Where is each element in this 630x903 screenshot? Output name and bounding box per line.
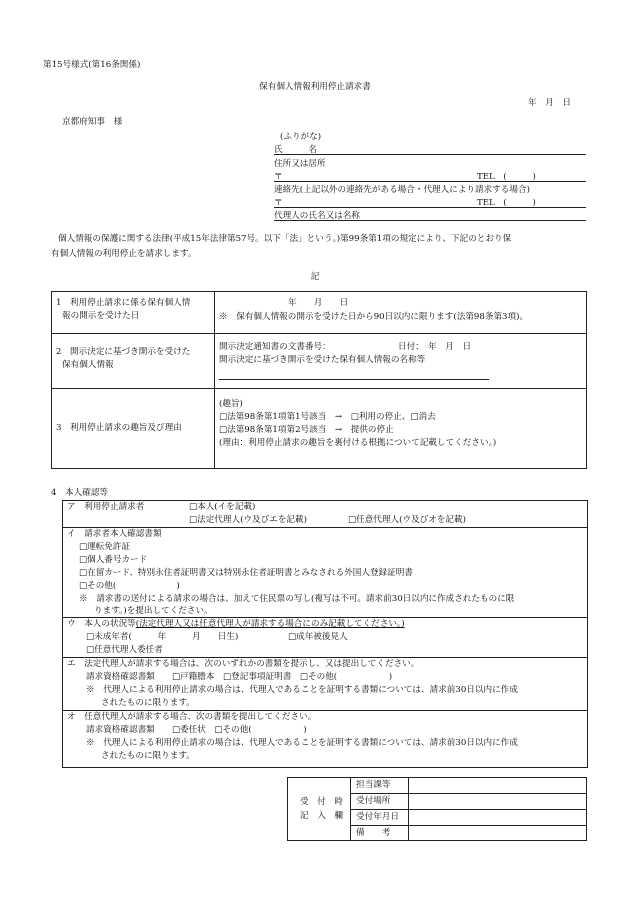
row3-reason: (理由：利用停止請求の趣旨を裏付ける根拠について記載してください。) xyxy=(219,438,497,448)
a-option-voluntary: □任意代理人(ウ及びオを記載) xyxy=(348,515,466,525)
row2-name-line: 開示決定に基づき開示を受けた保有個人情報の名称等 xyxy=(219,355,426,365)
reception-row-dept: 担当課等 xyxy=(356,780,391,790)
row1-note: ※ 保有個人情報の開示を受けた日から90日以内に限ります(法第98条第3項)。 xyxy=(219,312,529,322)
row2-label-2: 保有個人情報 xyxy=(62,360,114,370)
ki-mark: 記 xyxy=(310,272,320,282)
row3-option-2: □法第98条第1項第2号該当 → 提供の停止 xyxy=(219,425,394,435)
i-note-2: ります。)を提出してください。 xyxy=(94,606,213,616)
i-doc-other: □その他( ) xyxy=(79,581,180,591)
row2-doc-number: 開示決定通知書の文書番号： xyxy=(219,342,331,352)
a-option-legal: □法定代理人(ウ及びエを記載) xyxy=(189,515,307,525)
a-label: ア 利用停止請求者 xyxy=(67,502,145,512)
o-note-2: されたものに限ります。 xyxy=(101,751,195,761)
u-label: ウ 本人の状況等(法定代理人又は任意代理人が請求する場合にのみ記載してください。) xyxy=(67,619,405,629)
row2-blank-line xyxy=(219,379,489,380)
address-line xyxy=(274,181,586,182)
tel-1: TEL ( ) xyxy=(477,172,536,182)
addressee: 京都府知事 様 xyxy=(62,117,123,127)
address-label: 住所又は居所 xyxy=(274,159,326,169)
agent-label: 代理人の氏名又は名称 xyxy=(274,211,360,221)
identity-heading: 4 本人確認等 xyxy=(51,488,109,498)
e-line-2: 請求資格確認書類 □戸籍謄本 □登記事項証明書 □その他( ) xyxy=(86,672,393,682)
e-note-1: ※ 代理人による利用停止請求の場合は、代理人であることを証明する書類については、請求前30日以内に作成 xyxy=(86,685,518,695)
i-doc-mynumber: □個人番号カード xyxy=(79,555,148,565)
row3-option-1: □法第98条第1項第1号該当 → □利用の停止、□消去 xyxy=(219,412,436,422)
contact-label: 連絡先(上記以外の連絡先がある場合・代理人により請求する場合) xyxy=(274,185,530,195)
i-note-1: ※ 請求書の送付による請求の場合は、加えて住民票の写し(複写は不可。請求前30日以内に作成されたものに限 xyxy=(79,594,515,604)
o-note-1: ※ 代理人による利用停止請求の場合は、代理人であることを証明する書類については、請求前30日以内に作成 xyxy=(86,738,518,748)
i-label: イ 請求者本人確認書類 xyxy=(67,529,162,539)
tel-2: TEL ( ) xyxy=(477,198,536,208)
agent-line xyxy=(274,220,586,221)
row1-label-2: 報の開示を受けた日 xyxy=(62,311,140,321)
row1-date: 年 月 日 xyxy=(288,298,349,308)
i-doc-residence: □在留カード、特別永住者証明書又は特別永住者証明書とみなされる外国人登録証明書 xyxy=(79,568,413,578)
body-line-2: 有個人情報の利用停止を請求します。 xyxy=(51,249,197,259)
name-line xyxy=(274,154,586,155)
a-option-self: □本人(イを記載) xyxy=(189,502,256,512)
row2-label-1: 2 開示決定に基づき開示を受けた xyxy=(56,347,191,357)
row3-label: 3 利用停止請求の趣旨及び理由 xyxy=(56,423,182,433)
row2-doc-date: 日付： 年 月 日 xyxy=(398,342,472,352)
reception-row-place: 受付場所 xyxy=(356,796,391,806)
furigana-label: (ふりがな) xyxy=(280,132,322,142)
body-line-1: 個人情報の保護に関する法律(平成15年法律第57号。以下「法」という。)第99条第1項の規定により、下記のとおり保 xyxy=(58,234,512,244)
form-number: 第15号様式(第16条関係) xyxy=(43,60,141,70)
o-line-1: オ 任意代理人が請求する場合、次の書類を提出してください。 xyxy=(67,712,317,722)
i-doc-license: □運転免許証 xyxy=(79,542,131,552)
reception-title-2: 記 入 欄 xyxy=(300,811,343,821)
e-note-2: されたものに限ります。 xyxy=(101,698,195,708)
u-delegate: □任意代理人委任者 xyxy=(86,645,163,655)
e-line-1: エ 法定代理人が請求する場合は、次のいずれかの書類を提示し、又は提出してください。 xyxy=(67,659,420,669)
u-label-underlined: (法定代理人又は任意代理人が請求する場合にのみ記載してください。) xyxy=(135,619,405,629)
request-date: 年 月 日 xyxy=(528,98,571,108)
row1-label-1: 1 利用停止請求に係る保有個人情 xyxy=(56,298,191,308)
reception-title-1: 受 付 時 xyxy=(300,797,343,807)
u-minor: □未成年者( 年 月 日生) xyxy=(86,632,239,642)
u-adult-guardian: □成年被後見人 xyxy=(288,632,348,642)
row3-purpose: (趣旨) xyxy=(219,399,243,409)
o-line-2: 請求資格確認書類 □委任状 □その他( ) xyxy=(86,725,307,735)
name-label: 氏 名 xyxy=(274,145,317,155)
reception-row-remarks: 備 考 xyxy=(356,828,391,838)
postal-mark-2: 〒 xyxy=(274,198,283,208)
postal-mark-1: 〒 xyxy=(274,172,283,182)
document-title: 保有個人情報利用停止請求書 xyxy=(259,82,371,92)
contact-line xyxy=(274,207,586,208)
reception-row-date: 受付年月日 xyxy=(356,812,399,822)
